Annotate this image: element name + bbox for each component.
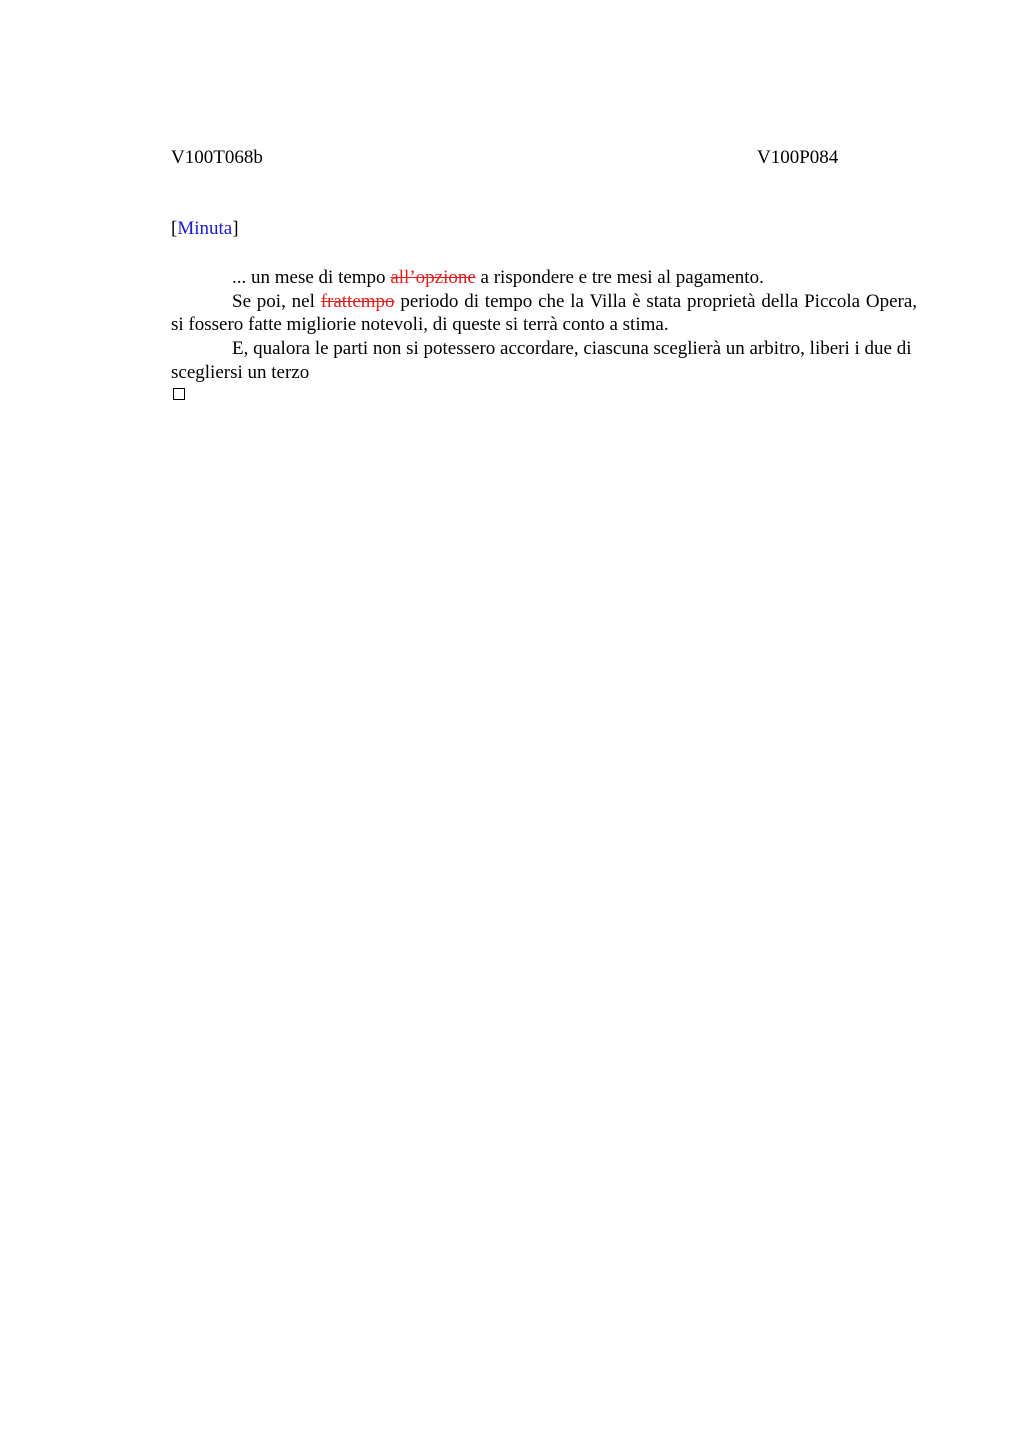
paragraph-2-after: periodo di tempo che la Villa è stata proprietà della Piccola Opera, si fossero fatte migliorie notevoli, di queste si terrà conto a stima. <box>171 290 918 336</box>
document-body <box>171 266 917 385</box>
empty-square-icon <box>173 388 185 400</box>
deleted-text-2: frattempo <box>320 290 395 312</box>
paragraph-2-before: Se poi, nel <box>232 290 321 312</box>
paragraph-2 <box>171 290 917 337</box>
document-code-right: V100P084 <box>757 147 839 168</box>
paragraph-1-after: a rispondere e tre mesi al pagamento. <box>475 267 764 288</box>
section-heading <box>171 218 239 240</box>
heading-open-bracket: [ <box>171 218 178 239</box>
paragraph-1 <box>171 266 917 290</box>
heading-label: Minuta <box>177 218 233 239</box>
paragraph-1-before: ... un mese di tempo <box>232 267 391 288</box>
heading-close-bracket: ] <box>232 218 239 239</box>
deleted-text-1: all’opzione <box>390 267 476 288</box>
document-code-left: V100T068b <box>171 147 263 168</box>
paragraph-3: E, qualora le parti non si potessero accordare, ciascuna sceglierà un arbitro, liberi i due di scegliersi un terzo <box>171 338 912 383</box>
